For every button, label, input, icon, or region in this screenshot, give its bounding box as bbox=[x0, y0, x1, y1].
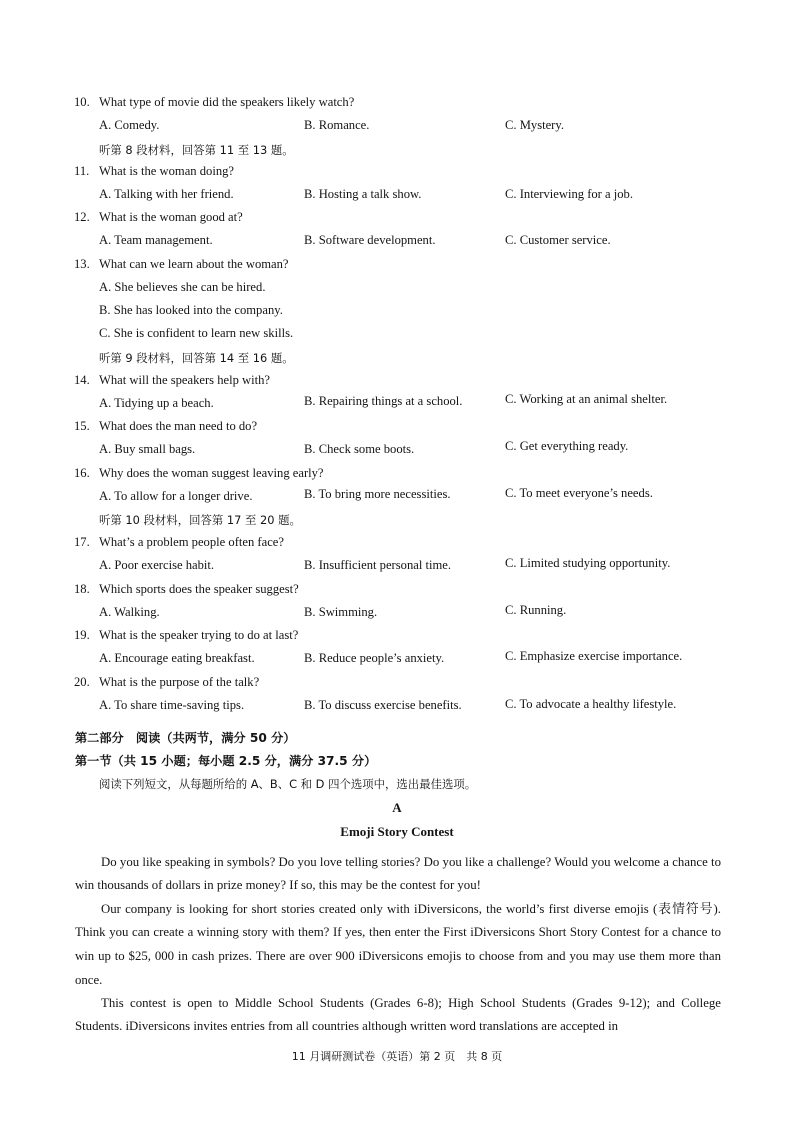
question-text: What does the man need to do? bbox=[99, 419, 258, 433]
passage-paragraph-2: Our company is looking for short stories created only with iDiversicons, the world’s first diverse emojis (表情符号). Think you can create a winning story with them? If yes, then enter the First iDiversicons Short Story Contest for a chance to win up to $25, 000 in cash prizes. There are over 900 iDiversicons emojis to choose from and you may use them more than once. bbox=[75, 901, 721, 987]
option-c: C. She is confident to learn new skills. bbox=[99, 326, 294, 340]
question-number: 20. bbox=[74, 675, 90, 689]
passage-title: Emoji Story Contest bbox=[340, 824, 454, 839]
option-a: A. Buy small bags. bbox=[99, 442, 196, 456]
reading-instruction: 阅读下列短文，从每题所给的 A、B、C 和 D 四个选项中，选出最佳选项。 bbox=[99, 777, 477, 791]
option-a: A. Comedy. bbox=[99, 118, 160, 132]
option-b: B. Software development. bbox=[304, 233, 436, 247]
question-text: What is the speaker trying to do at last? bbox=[99, 628, 299, 642]
question-number: 14. bbox=[74, 373, 90, 387]
passage-letter: A bbox=[392, 800, 402, 815]
option-c: C. Limited studying opportunity. bbox=[505, 556, 671, 570]
option-c: C. To advocate a healthy lifestyle. bbox=[505, 697, 677, 711]
question-text: What will the speakers help with? bbox=[99, 373, 271, 387]
option-c: C. Working at an animal shelter. bbox=[505, 392, 668, 406]
question-number: 16. bbox=[74, 466, 90, 480]
question-number: 19. bbox=[74, 628, 90, 642]
option-b: B. Repairing things at a school. bbox=[304, 394, 463, 408]
section-instruction: 听第 9 段材料，回答第 14 至 16 题。 bbox=[99, 351, 294, 365]
option-c: C. Interviewing for a job. bbox=[505, 187, 634, 201]
option-b: B. She has looked into the company. bbox=[99, 303, 283, 317]
option-b: B. Romance. bbox=[304, 118, 370, 132]
option-b: B. Reduce people’s anxiety. bbox=[304, 651, 445, 665]
option-a: A. Team management. bbox=[99, 233, 213, 247]
option-b: B. Hosting a talk show. bbox=[304, 187, 422, 201]
section-instruction: 听第 10 段材料，回答第 17 至 20 题。 bbox=[99, 513, 301, 527]
question-number: 13. bbox=[74, 257, 90, 271]
question-number: 17. bbox=[74, 535, 90, 549]
option-b: B. To discuss exercise benefits. bbox=[304, 698, 462, 712]
option-a: A. Poor exercise habit. bbox=[99, 558, 215, 572]
section-title: 第一节（共 15 小题；每小题 2.5 分，满分 37.5 分） bbox=[75, 754, 377, 768]
part-title: 第二部分 阅读（共两节，满分 50 分） bbox=[75, 731, 296, 745]
option-a: A. Tidying up a beach. bbox=[99, 396, 214, 410]
question-number: 11. bbox=[74, 164, 90, 178]
option-a: A. Talking with her friend. bbox=[99, 187, 234, 201]
option-c: C. Emphasize exercise importance. bbox=[505, 649, 683, 663]
question-text: What type of movie did the speakers likely watch? bbox=[99, 95, 355, 109]
question-text: Which sports does the speaker suggest? bbox=[99, 582, 299, 596]
passage-paragraph-3: This contest is open to Middle School Students (Grades 6-8); High School Students (Grades 9-12); and College Students. iDiversicons invites entries from all countries although written word translations are accepted in bbox=[75, 995, 721, 1034]
question-text: What’s a problem people often face? bbox=[99, 535, 284, 549]
option-a: A. Encourage eating breakfast. bbox=[99, 651, 255, 665]
question-number: 15. bbox=[74, 419, 90, 433]
option-c: C. Mystery. bbox=[505, 118, 565, 132]
page-footer: 11 月调研测试卷（英语）第 2 页 共 8 页 bbox=[291, 1050, 503, 1063]
option-b: B. To bring more necessities. bbox=[304, 487, 451, 501]
option-c: C. To meet everyone’s needs. bbox=[505, 486, 653, 500]
question-number: 18. bbox=[74, 582, 90, 596]
section-instruction: 听第 8 段材料，回答第 11 至 13 题。 bbox=[99, 143, 294, 157]
option-a: A. Walking. bbox=[99, 605, 160, 619]
option-a: A. To share time-saving tips. bbox=[99, 698, 245, 712]
question-text: What is the woman doing? bbox=[99, 164, 235, 178]
question-text: What is the woman good at? bbox=[99, 210, 243, 224]
option-c: C. Get everything ready. bbox=[505, 439, 629, 453]
option-a: A. She believes she can be hired. bbox=[99, 280, 266, 294]
question-number: 12. bbox=[74, 210, 90, 224]
option-a: A. To allow for a longer drive. bbox=[99, 489, 253, 503]
question-text: What is the purpose of the talk? bbox=[99, 675, 260, 689]
option-c: C. Running. bbox=[505, 603, 567, 617]
question-text: Why does the woman suggest leaving early? bbox=[99, 466, 324, 480]
option-b: B. Swimming. bbox=[304, 605, 378, 619]
option-b: B. Insufficient personal time. bbox=[304, 558, 452, 572]
passage-paragraph-1: Do you like speaking in symbols? Do you love telling stories? Do you like a challenge? Would you welcome a chance to win thousands of dollars in prize money? If so, this may be the contest for you! bbox=[75, 854, 721, 893]
option-c: C. Customer service. bbox=[505, 233, 611, 247]
question-number: 10. bbox=[74, 95, 90, 109]
question-text: What can we learn about the woman? bbox=[99, 257, 289, 271]
option-b: B. Check some boots. bbox=[304, 442, 415, 456]
